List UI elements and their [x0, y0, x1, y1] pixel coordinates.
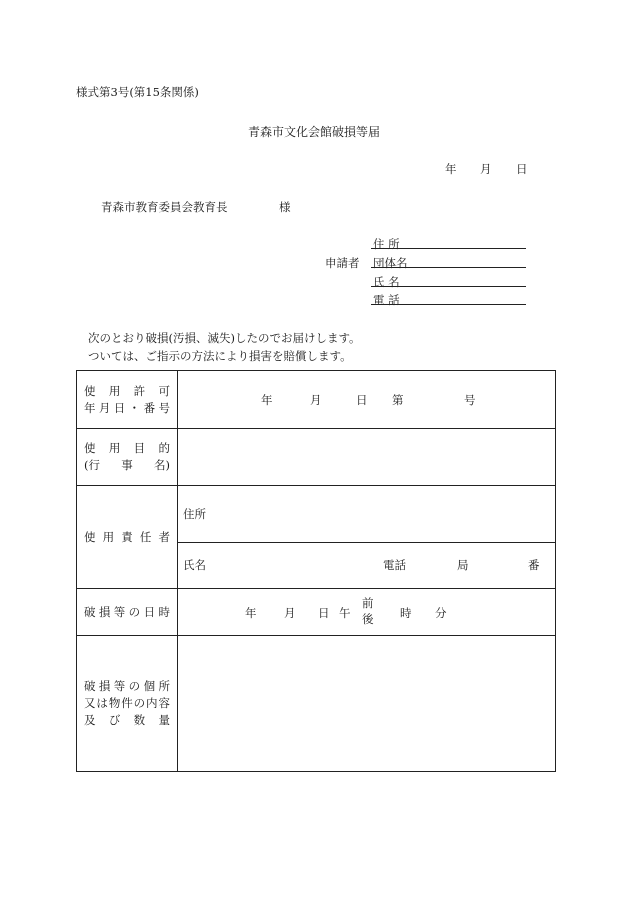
date-year-label: 年: [445, 162, 457, 176]
datetime-go-label: 午: [339, 606, 351, 620]
purpose-label-cell: [77, 429, 178, 486]
label-char: 等: [113, 679, 126, 693]
label-char: 損: [98, 679, 111, 693]
applicant-group-field[interactable]: [371, 267, 526, 268]
responsible-name-label: 氏名: [183, 558, 206, 572]
location-value-cell[interactable]: [178, 636, 556, 772]
applicant-label: 申請者: [325, 256, 360, 270]
label-char: は: [96, 696, 108, 710]
responsible-phone-label: 電話: [383, 558, 406, 572]
label-char: び: [108, 713, 121, 727]
permit-year-label: 年: [261, 393, 273, 407]
permit-month-label: 月: [310, 393, 322, 407]
label-char: 任: [139, 529, 152, 544]
label-char: の: [128, 679, 141, 693]
applicant-group-label: 団体名: [373, 256, 408, 270]
phone-ban-label: 番: [528, 558, 540, 572]
label-char: 番: [143, 400, 156, 415]
responsible-label-cell: [77, 486, 178, 589]
phone-kyoku-label: 局: [457, 558, 469, 572]
datetime-year-label: 年: [245, 606, 257, 620]
label-char: 名): [154, 458, 170, 472]
date-day-label: 日: [516, 162, 528, 176]
label-char: 時: [158, 604, 170, 619]
label-char: 所: [158, 679, 170, 693]
date-month-label: 月: [480, 162, 492, 176]
document-title: 青森市文化会館破損等届: [248, 125, 381, 139]
label-char: 件: [121, 696, 133, 710]
purpose-value-cell[interactable]: [178, 429, 556, 486]
label-char: の: [133, 696, 146, 710]
label-char: 事: [121, 458, 133, 472]
datetime-minute-label: 分: [435, 606, 447, 620]
applicant-address-field[interactable]: [371, 248, 526, 249]
datetime-pm-label: 後: [362, 612, 374, 626]
label-char: 可: [158, 383, 170, 398]
label-char: 使: [84, 441, 96, 455]
label-char: 損: [98, 604, 111, 619]
applicant-address-label: 住 所: [373, 237, 400, 251]
label-char: の: [128, 604, 141, 619]
responsible-name-row[interactable]: [178, 542, 555, 588]
label-char: 用: [108, 441, 121, 455]
label-char: 年: [84, 400, 96, 415]
label-char: ・: [128, 400, 141, 415]
datetime-month-label: 月: [284, 606, 296, 620]
datetime-hour-label: 時: [400, 606, 412, 620]
label-char: 破: [84, 679, 96, 693]
responsible-address-row[interactable]: [178, 486, 555, 542]
responsible-address-label: 住所: [183, 507, 206, 521]
label-char: 日: [143, 604, 156, 619]
label-char: 個: [143, 679, 156, 693]
label-char: 許: [133, 383, 146, 398]
label-char: 用: [102, 529, 115, 544]
recipient-honorific: 様: [279, 200, 291, 214]
permit-dai-label: 第: [392, 393, 404, 407]
damage-report-table: [76, 370, 556, 772]
label-char: 者: [158, 529, 170, 544]
permit-go-label: 号: [464, 393, 476, 407]
applicant-phone-field[interactable]: [371, 304, 526, 305]
label-char: 又: [84, 696, 96, 710]
recipient-name: 青森市教育委員会教育長: [101, 200, 228, 214]
label-char: 容: [158, 696, 170, 710]
intro-line-2: ついては、ご指示の方法により損害を賠償します。: [88, 349, 352, 363]
label-char: (行: [84, 458, 100, 472]
label-char: 使: [84, 383, 96, 398]
applicant-phone-label: 電 話: [373, 293, 400, 307]
form-number: 様式第3号(第15条関係): [76, 85, 199, 99]
datetime-label-cell: [77, 589, 178, 636]
location-label-cell: [77, 636, 178, 772]
label-char: 日: [113, 400, 126, 415]
label-char: 的: [158, 441, 170, 455]
label-char: 破: [84, 604, 96, 619]
datetime-am-label: 前: [362, 596, 374, 610]
permit-value-cell[interactable]: [178, 371, 556, 429]
applicant-name-label: 氏 名: [373, 275, 400, 289]
responsible-value-cell: [178, 486, 556, 589]
label-char: 数: [133, 713, 146, 727]
datetime-value-cell[interactable]: [178, 589, 556, 636]
label-char: 月: [98, 400, 111, 415]
label-char: 号: [158, 400, 170, 415]
permit-label-cell: [77, 371, 178, 429]
label-char: 及: [84, 713, 96, 727]
label-char: 目: [133, 441, 146, 455]
label-char: 責: [121, 529, 133, 544]
label-char: 等: [113, 604, 126, 619]
applicant-name-field[interactable]: [371, 286, 526, 287]
permit-day-label: 日: [356, 393, 368, 407]
datetime-day-label: 日: [318, 606, 330, 620]
label-char: 内: [146, 696, 158, 710]
label-char: 物: [108, 696, 121, 710]
intro-line-1: 次のとおり破損(汚損、滅失)したのでお届けします。: [88, 331, 361, 345]
label-char: 使: [84, 529, 96, 544]
label-char: 用: [108, 383, 121, 398]
label-char: 量: [158, 713, 170, 727]
